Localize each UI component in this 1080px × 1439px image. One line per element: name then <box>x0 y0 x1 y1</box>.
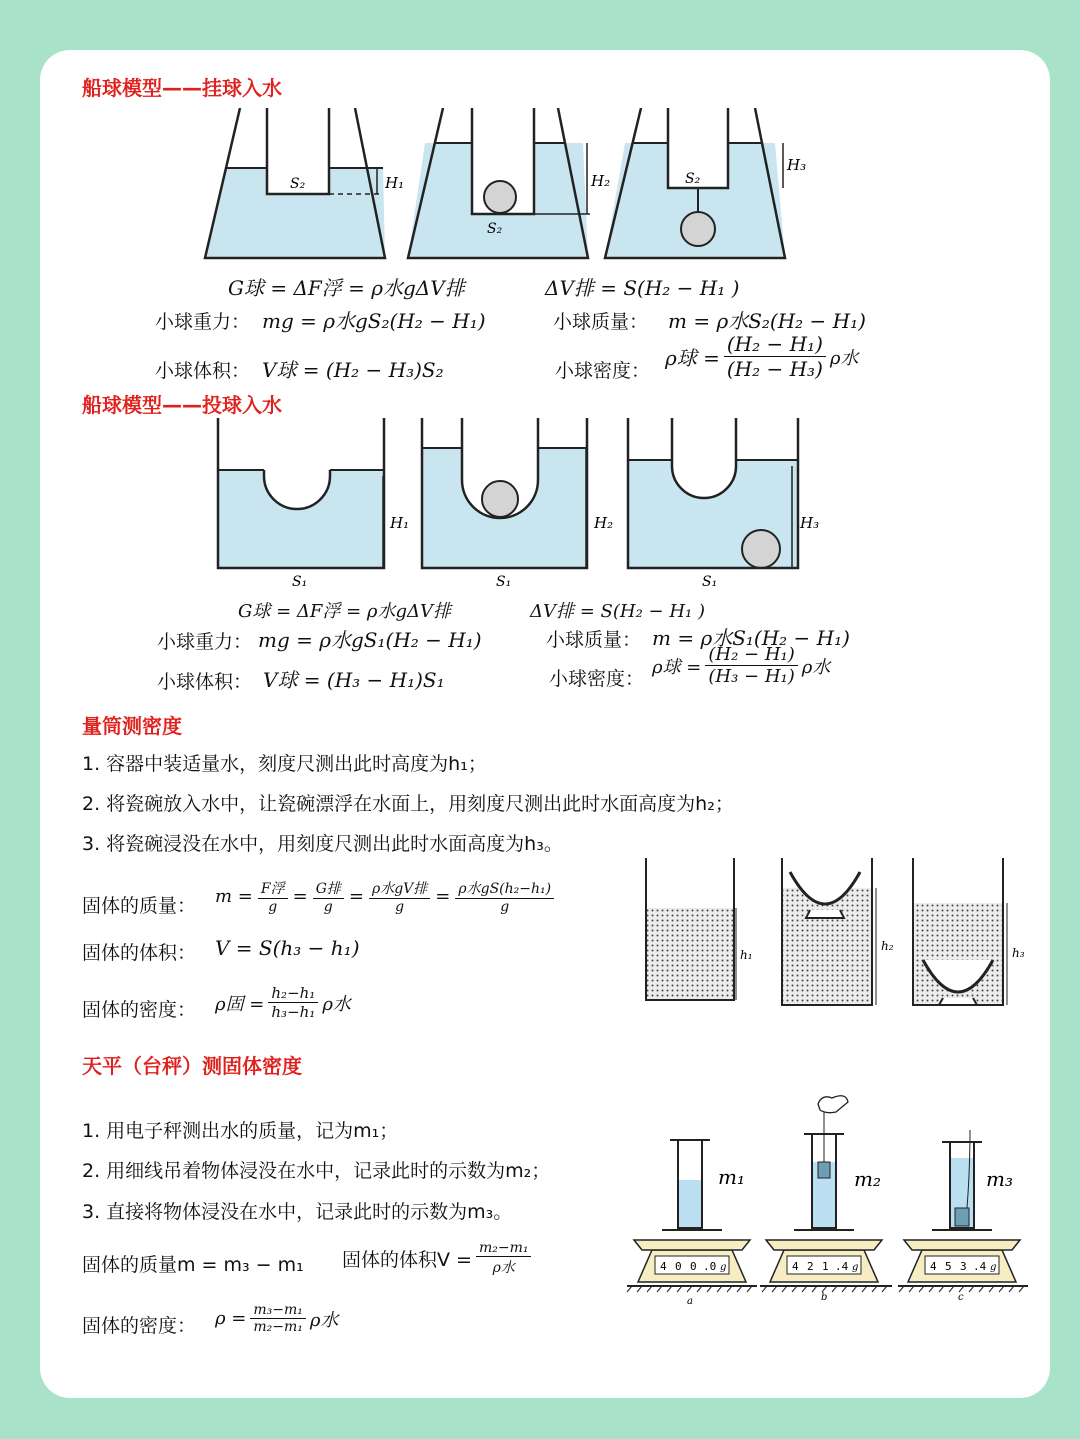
s4-density-tail: ρ水 <box>309 1309 339 1331</box>
ball-2 <box>484 181 516 213</box>
s3-mass-frac-3-den: g <box>395 899 405 915</box>
s1-density-tail: ρ水 <box>829 347 859 369</box>
s3-mass-frac-3-num: ρ水gV排 <box>369 878 430 899</box>
drop-ball-diagrams <box>210 418 830 593</box>
s4-volume-num: m₂−m₁ <box>476 1240 532 1257</box>
cylinder-3 <box>913 858 1025 1005</box>
s4-step-3: 3. 直接将物体浸没在水中，记录此时的示数为m₃。 <box>82 1201 513 1223</box>
label-h3-small: h₃ <box>1012 946 1025 960</box>
s3-density-num: h₂−h₁ <box>268 984 318 1003</box>
ball-c <box>742 530 780 568</box>
s3-mass-label: 固体的质量： <box>82 895 197 917</box>
s3-mass-frac-4-num: ρ水gS(h₂−h₁) <box>455 878 554 899</box>
s4-density-label: 固体的密度： <box>82 1315 197 1337</box>
container-3 <box>605 108 806 258</box>
s2-density-den: (H₃ − H₁) <box>708 666 795 687</box>
s2-density-label: 小球密度： <box>549 668 645 690</box>
s1-density-den: (H₂ − H₃) <box>726 357 823 381</box>
container-1 <box>205 108 404 258</box>
s4-volume-den: ρ水 <box>492 1260 515 1276</box>
s1-density-lhs: ρ球 = <box>665 346 720 370</box>
ball-b <box>482 481 518 517</box>
scale-a-digit-2: 0 <box>675 1260 682 1273</box>
s2-density-fraction <box>705 644 797 687</box>
scale-b-digit-4: .4 <box>835 1260 849 1273</box>
s4-volume-label: 固体的体积V = <box>342 1249 472 1271</box>
container-2 <box>408 108 610 258</box>
scale-b-display <box>787 1256 861 1274</box>
scale-a-caption: a <box>687 1296 693 1307</box>
s1-eq-buoyancy: G球 = ΔF浮 = ρ水gΔV排 <box>228 276 465 300</box>
s3-mass-frac-2-num: G排 <box>313 878 344 899</box>
s3-eq-sign-2: = <box>348 886 364 907</box>
s1-density-label: 小球密度： <box>555 360 651 382</box>
container-b <box>422 418 613 590</box>
s3-mass-frac-2 <box>313 878 344 915</box>
s4-density-lhs: ρ = <box>215 1308 247 1329</box>
s4-step-1: 1. 用电子秤测出水的质量，记为m₁； <box>82 1120 399 1142</box>
s2-density-eq <box>652 644 830 687</box>
scale-b-label: m₂ <box>854 1167 881 1191</box>
s1-weight-label: 小球重力： <box>155 311 251 333</box>
s2-mass-label: 小球质量： <box>546 629 642 651</box>
label-s2-b: S₂ <box>487 221 503 237</box>
section-title-cylinder-density: 量筒测密度 <box>82 714 182 738</box>
label-s2-c: S₂ <box>685 171 701 187</box>
s3-density-fraction <box>268 984 318 1021</box>
s4-volume-eq <box>342 1240 531 1277</box>
s2-mass-eq: m = ρ水S₁(H₂ − H₁) <box>652 626 850 650</box>
balance-diagrams <box>622 1090 1032 1310</box>
s1-eq-delta-v: ΔV排 = S(H₂ − H₁ ) <box>545 276 740 300</box>
s4-density-num: m₃−m₁ <box>250 1302 306 1319</box>
s2-eq-delta-v: ΔV排 = S(H₂ − H₁ ) <box>530 601 705 622</box>
section-title-drop-ball: 船球模型——投球入水 <box>82 393 282 417</box>
label-s2-a: S₂ <box>290 176 306 192</box>
s4-step-2: 2. 用细线吊着物体浸没在水中，记录此时的示数为m₂； <box>82 1160 551 1182</box>
label-S1-a: S₁ <box>292 574 308 590</box>
s1-mass-label: 小球质量： <box>553 311 649 333</box>
label-h2: H₂ <box>591 172 611 190</box>
s2-density-lhs: ρ球 = <box>652 656 702 678</box>
s3-mass-frac-1-num: F浮 <box>258 878 288 899</box>
s3-volume-label: 固体的体积： <box>82 942 197 964</box>
scale-b-caption: b <box>821 1292 828 1303</box>
scale-c-label: m₃ <box>986 1167 1013 1191</box>
scale-a-digit-3: 0 <box>690 1260 697 1273</box>
hang-ball-diagrams <box>195 108 815 268</box>
s1-density-fraction <box>724 332 826 381</box>
s1-volume-eq: V球 = (H₂ − H₃)S₂ <box>262 358 444 382</box>
s3-density-tail: ρ水 <box>322 993 351 1015</box>
scale-b-digit-3: 1 <box>822 1260 829 1273</box>
scale-a <box>627 1140 757 1307</box>
scale-a-unit: g <box>720 1262 727 1273</box>
s2-density-num: (H₂ − H₁) <box>705 644 797 666</box>
s3-mass-frac-1 <box>258 878 288 915</box>
scale-c-unit: g <box>990 1262 997 1273</box>
cylinder-2 <box>782 858 894 1005</box>
scale-b <box>760 1096 892 1303</box>
s3-step-2: 2. 将瓷碗放入水中，让瓷碗漂浮在水面上，用刻度尺测出此时水面高度为h₂； <box>82 793 734 815</box>
cylinder-1 <box>646 858 753 1000</box>
s2-volume-label: 小球体积： <box>157 671 253 693</box>
scale-c-display <box>925 1256 999 1274</box>
s3-mass-lhs: m = <box>215 886 253 907</box>
scale-c <box>898 1130 1028 1303</box>
cylinder-diagrams <box>640 858 1040 1013</box>
ball-3 <box>681 212 715 246</box>
scale-b-digit-1: 4 <box>792 1260 799 1273</box>
s3-eq-sign-3: = <box>435 886 451 907</box>
s3-volume-eq: V = S(h₃ − h₁) <box>215 936 360 960</box>
label-H2: H₂ <box>594 514 614 532</box>
scale-b-digit-2: 2 <box>807 1260 814 1273</box>
s4-density-fraction <box>250 1302 306 1335</box>
scale-c-digit-1: 4 <box>930 1260 937 1273</box>
s3-mass-frac-1-den: g <box>268 899 278 915</box>
s3-step-3: 3. 将瓷碗浸没在水中，用刻度尺测出此时水面高度为h₃。 <box>82 833 563 855</box>
s2-eq-buoyancy: G球 = ΔF浮 = ρ水gΔV排 <box>238 601 452 622</box>
s3-mass-eq <box>215 878 554 915</box>
s3-mass-frac-4-den: g <box>500 899 510 915</box>
scale-c-caption: c <box>958 1292 964 1303</box>
s1-density-eq <box>665 332 858 381</box>
s4-density-den: m₂−m₁ <box>253 1319 303 1335</box>
scale-c-digit-4: .4 <box>973 1260 987 1273</box>
s3-density-eq <box>215 984 351 1021</box>
s2-density-tail: ρ水 <box>801 656 831 678</box>
s4-volume-fraction <box>476 1240 532 1277</box>
s2-weight-label: 小球重力： <box>157 631 253 653</box>
label-h1-small: h₁ <box>740 948 753 962</box>
section-title-hang-ball: 船球模型——挂球入水 <box>82 76 282 100</box>
label-h1-a: H₁ <box>385 174 405 192</box>
s4-density-eq <box>215 1302 339 1335</box>
section-title-balance-density: 天平（台秤）测固体密度 <box>82 1054 302 1078</box>
container-c <box>628 418 819 590</box>
s1-density-num: (H₂ − H₁) <box>724 332 826 357</box>
s3-step-1: 1. 容器中装适量水，刻度尺测出此时高度为h₁； <box>82 753 487 775</box>
label-h2-small: h₂ <box>881 939 894 953</box>
label-H1: H₁ <box>390 514 410 532</box>
s3-density-den: h₃−h₁ <box>271 1003 316 1021</box>
label-H3: H₃ <box>800 514 820 532</box>
scale-c-digit-3: 3 <box>960 1260 967 1273</box>
hand-icon <box>818 1096 848 1113</box>
s1-weight-eq: mg = ρ水gS₂(H₂ − H₁) <box>262 309 486 333</box>
s3-density-lhs: ρ固 = <box>215 993 265 1015</box>
label-h3: H₃ <box>787 156 807 174</box>
scale-a-digit-4: .0 <box>703 1260 717 1273</box>
s3-mass-frac-3 <box>369 878 430 915</box>
scale-a-digit-1: 4 <box>660 1260 667 1273</box>
label-S1-c: S₁ <box>702 574 718 590</box>
s4-mass-eq: 固体的质量m = m₃ − m₁ <box>82 1254 304 1276</box>
s3-density-label: 固体的密度： <box>82 999 197 1021</box>
scale-a-label: m₁ <box>718 1165 745 1189</box>
s3-mass-frac-2-den: g <box>323 899 333 915</box>
scale-a-display <box>655 1256 729 1274</box>
label-S1-b: S₁ <box>496 574 512 590</box>
scale-c-digit-2: 5 <box>945 1260 952 1273</box>
container-a <box>218 418 409 590</box>
s1-mass-eq: m = ρ水S₂(H₂ − H₁) <box>668 309 866 333</box>
s2-weight-eq: mg = ρ水gS₁(H₂ − H₁) <box>258 628 482 652</box>
s3-eq-sign-1: = <box>292 886 308 907</box>
s1-volume-label: 小球体积： <box>155 360 251 382</box>
s3-mass-frac-4 <box>455 878 554 915</box>
s2-volume-eq: V球 = (H₃ − H₁)S₁ <box>263 668 445 692</box>
scale-b-unit: g <box>852 1262 859 1273</box>
